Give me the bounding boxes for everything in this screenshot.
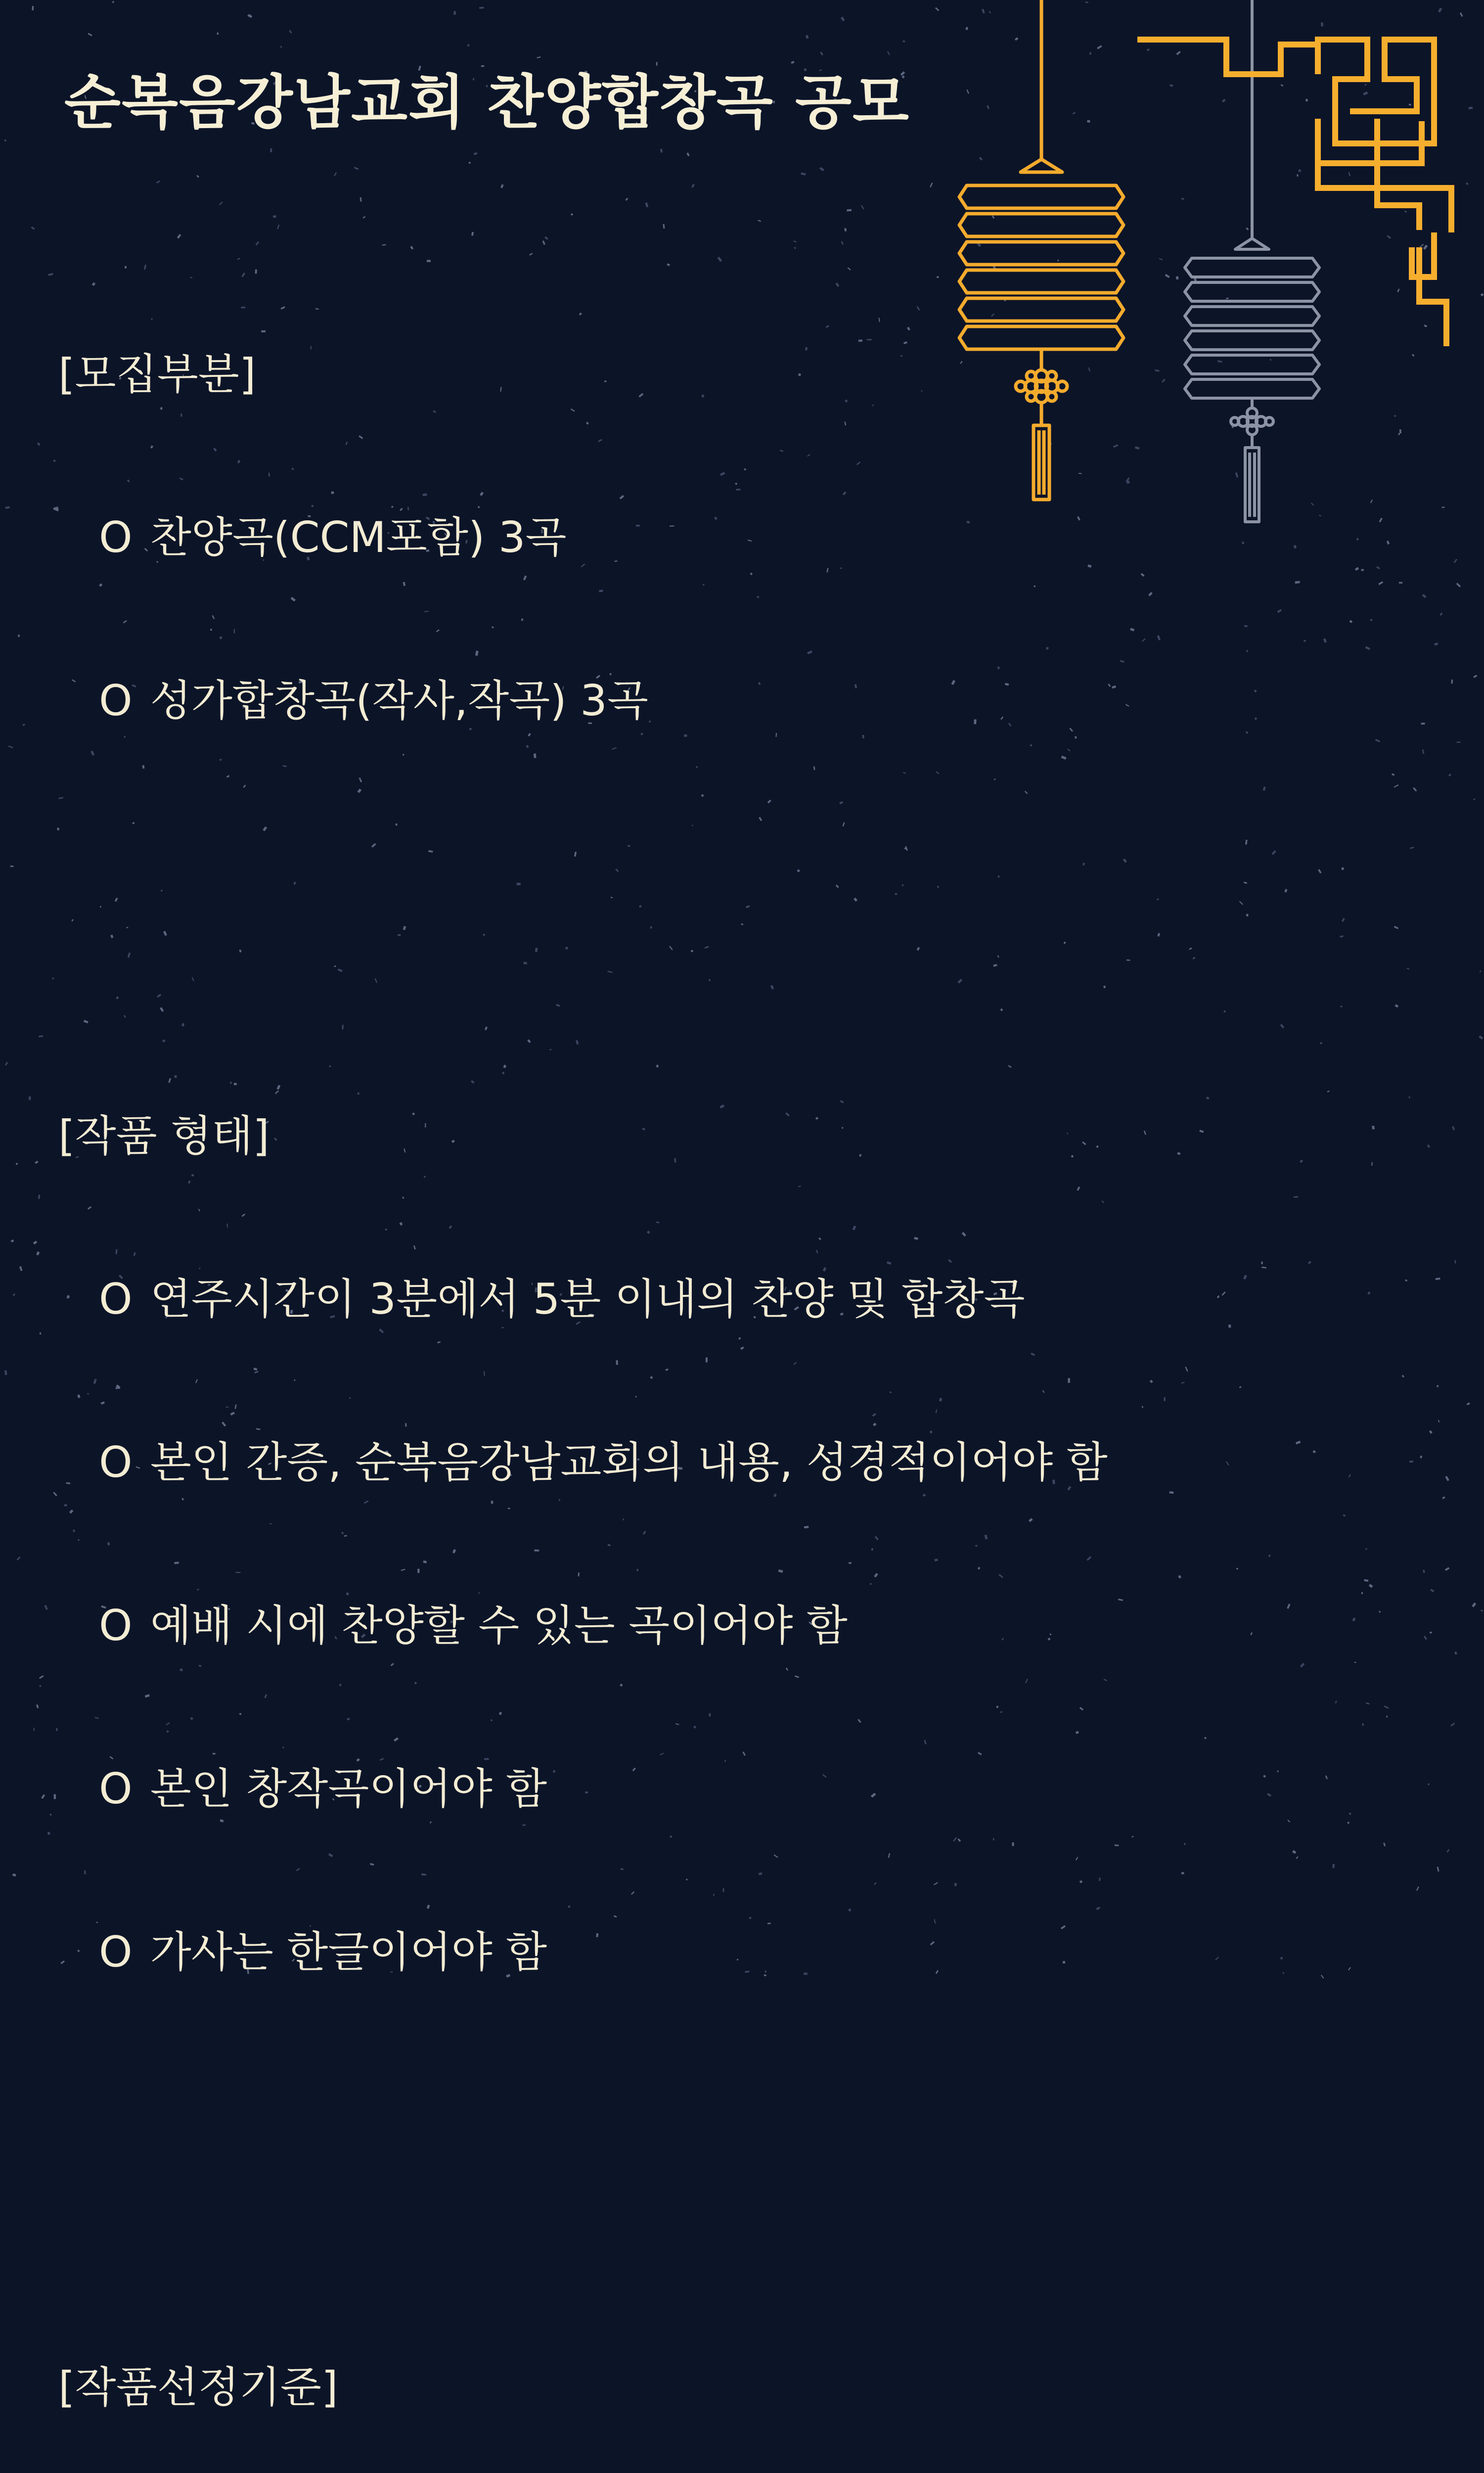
circle-bullet-icon: O bbox=[99, 1601, 133, 1650]
section-heading-form: [작품 형태] bbox=[58, 1111, 270, 1161]
list-item: O 가사는 한글이어야 함 bbox=[58, 1925, 1333, 1979]
section-heading-recruit: [모집부분] bbox=[58, 350, 256, 399]
list-item: O 연주시간이 3분에서 5분 이내의 찬양 및 합창곡 bbox=[58, 1272, 1333, 1327]
circle-bullet-icon: O bbox=[99, 1275, 133, 1324]
circle-bullet-icon: O bbox=[99, 1764, 133, 1814]
circle-bullet-icon: O bbox=[99, 1927, 133, 1977]
circle-bullet-icon: O bbox=[99, 676, 133, 726]
circle-bullet-icon: O bbox=[99, 513, 133, 562]
circle-bullet-icon: O bbox=[99, 1438, 133, 1487]
list-item: O 찬양곡(CCM포함) 3곡 bbox=[58, 510, 1333, 565]
list-item: O 본인 창작곡이어야 함 bbox=[58, 1762, 1333, 1816]
section-heading-criteria: [작품선정기준] bbox=[58, 2363, 338, 2412]
announcement-body bbox=[58, 184, 1333, 2473]
page-title: 순복음강남교회 찬양합창곡 공모 bbox=[64, 68, 910, 137]
list-item: O 예배 시에 찬양할 수 있는 곡이어야 함 bbox=[58, 1599, 1333, 1653]
list-item: O 성가합창곡(작사,작곡) 3곡 bbox=[58, 674, 1333, 728]
list-item: O 본인 간증, 순복음강남교회의 내용, 성경적이어야 함 bbox=[58, 1435, 1333, 1490]
